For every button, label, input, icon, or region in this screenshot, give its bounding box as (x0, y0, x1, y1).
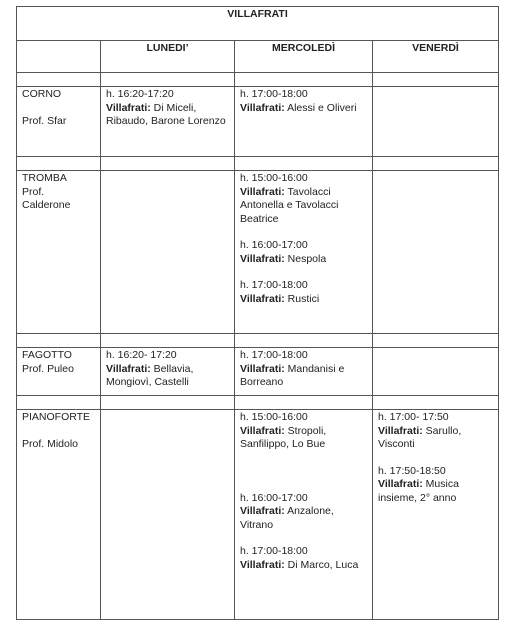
slot-students: Di Miceli, Ribaudo, Barone Lorenzo (106, 101, 226, 127)
slot-time: h. 15:00-16:00 (240, 411, 308, 423)
slot-students: Sarullo, Visconti (378, 424, 462, 450)
place-label: Villafrati: (240, 558, 285, 571)
header-venerdi: VENERDÌ (373, 41, 499, 73)
slot-time: h. 16:20-17:20 (106, 88, 174, 100)
cell-venerdi (373, 410, 499, 620)
slot-time: h. 17:00- 17:50 (378, 411, 449, 423)
teacher-name: Prof. Puleo (22, 362, 74, 375)
place-label: Villafrati: (378, 424, 423, 437)
place-label: Villafrati: (106, 362, 151, 375)
instrument-cell (17, 410, 101, 620)
slot-time: h. 16:20- 17:20 (106, 349, 177, 361)
row-pianoforte (17, 410, 499, 620)
slot-time: h. 17:00-18:00 (240, 545, 308, 557)
slot-students: Rustici (287, 292, 320, 305)
cell-venerdi (373, 87, 499, 157)
header-empty (17, 41, 101, 73)
spacer-row (17, 157, 499, 171)
place-label: Villafrati: (240, 252, 285, 265)
slot-time: h. 15:00-16:00 (240, 172, 308, 184)
slot-time: h. 17:00-18:00 (240, 88, 308, 100)
slot-students: Nespola (287, 252, 327, 265)
cell-mercoledi (235, 348, 373, 396)
slot-students: Musica insieme, 2° anno (378, 478, 459, 504)
slot-students: Di Marco, Luca (287, 558, 359, 571)
cell-mercoledi (235, 87, 373, 157)
teacher-name: Prof. Calderone (22, 185, 71, 211)
row-fagotto (17, 348, 499, 396)
header-row (17, 41, 499, 73)
place-label: Villafrati: (240, 101, 285, 114)
slot-time: h. 16:00-17:00 (240, 491, 308, 504)
instrument-name: PIANOFORTE (22, 411, 91, 423)
slot-students: Alessi e Oliveri (287, 101, 357, 114)
header-lunedi: LUNEDI’ (101, 41, 235, 73)
slot-time: h. 17:00-18:00 (240, 279, 308, 291)
place-label: Villafrati: (240, 424, 285, 437)
instrument-cell (17, 348, 101, 396)
place-label: Villafrati: (378, 478, 423, 490)
place-label: Villafrati: (106, 101, 151, 114)
title-row (17, 7, 499, 41)
cell-mercoledi (235, 171, 373, 334)
slot-students: Mandanisi e Borreano (240, 362, 345, 388)
instrument-cell (17, 87, 101, 157)
instrument-cell (17, 171, 101, 334)
row-tromba (17, 171, 499, 334)
cell-mercoledi (235, 410, 373, 620)
slot-time: h. 17:50-18:50 (378, 464, 446, 477)
slot-students: Bellavia, Mongiovì, Castelli (106, 362, 194, 388)
schedule-table (16, 6, 499, 620)
header-mercoledi: MERCOLEDÌ (235, 41, 373, 73)
row-corno (17, 87, 499, 157)
cell-lunedi (101, 410, 235, 620)
cell-lunedi (101, 171, 235, 334)
spacer-row (17, 396, 499, 410)
spacer-row (17, 334, 499, 348)
cell-venerdi (373, 171, 499, 334)
instrument-name: CORNO (22, 88, 62, 100)
place-label: Villafrati: (240, 505, 285, 517)
schedule-title: VILLAFRATI (17, 7, 499, 41)
place-label: Villafrati: (240, 362, 285, 375)
place-label: Villafrati: (240, 185, 285, 198)
instrument-name: TROMBA (22, 172, 67, 184)
spacer-row (17, 73, 499, 87)
teacher-name: Prof. Midolo (22, 437, 79, 450)
cell-lunedi (101, 87, 235, 157)
slot-students: Tavolacci Antonella e Tavolacci Beatrice (240, 185, 339, 225)
instrument-name: FAGOTTO (22, 349, 72, 361)
slot-students: Stropoli, Sanfilippo, Lo Bue (240, 424, 327, 450)
cell-lunedi (101, 348, 235, 396)
slot-students: Anzalone, Vitrano (240, 505, 334, 531)
slot-time: h. 17:00-18:00 (240, 349, 308, 361)
place-label: Villafrati: (240, 292, 285, 305)
slot-time: h. 16:00-17:00 (240, 239, 308, 251)
cell-venerdi (373, 348, 499, 396)
teacher-name: Prof. Sfar (22, 114, 67, 127)
